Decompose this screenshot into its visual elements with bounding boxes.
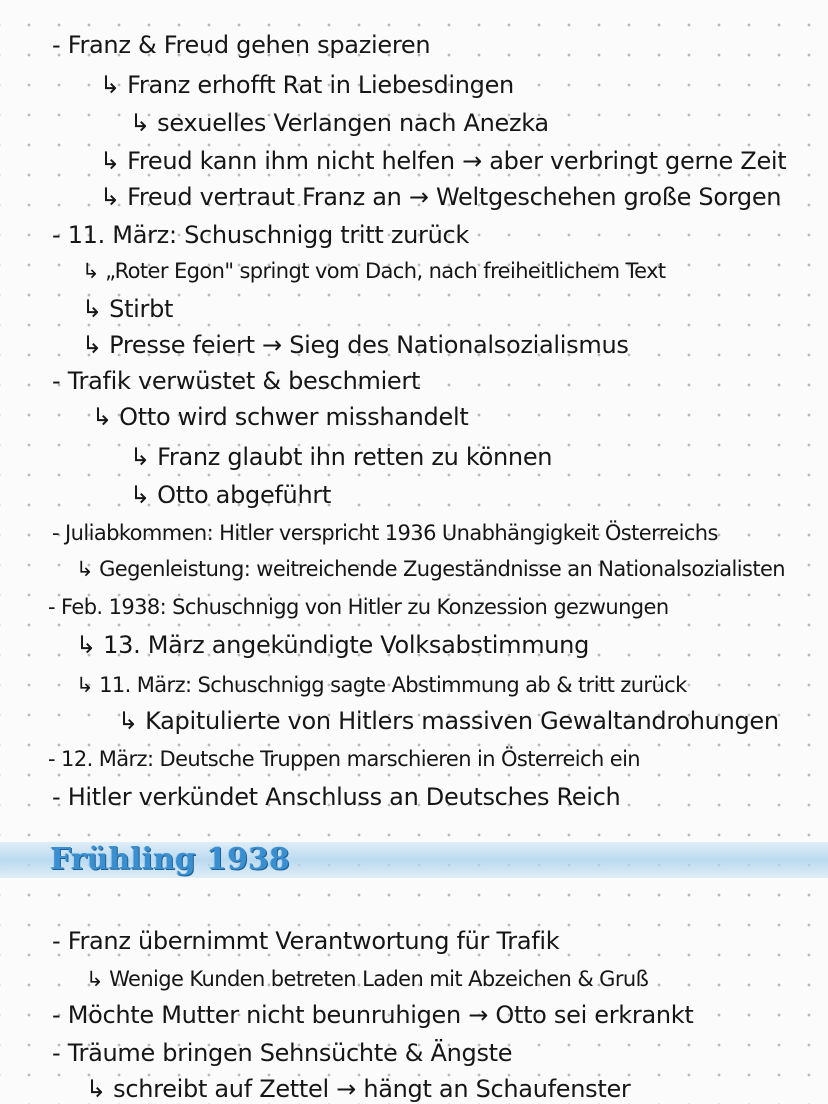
note-line: - 11. März: Schuschnigg tritt zurück <box>52 221 469 249</box>
note-line: ↳ Franz erhofft Rat in Liebesdingen <box>100 71 514 99</box>
note-line: ↳ 11. März: Schuschnigg sagte Abstimmung ab & tritt zurück <box>76 673 687 697</box>
note-line: ↳ Stirbt <box>82 295 174 323</box>
note-line: ↳ Wenige Kunden betreten Laden mit Abzeichen & Gruß <box>86 967 649 991</box>
note-line: - Franz übernimmt Verantwortung für Trafik <box>52 927 560 955</box>
note-line: - Feb. 1938: Schuschnigg von Hitler zu Konzession gezwungen <box>48 595 669 619</box>
note-line: ↳ Otto abgeführt <box>130 481 332 509</box>
note-line: - Hitler verkündet Anschluss an Deutsches Reich <box>52 783 621 811</box>
note-line: ↳ schreibt auf Zettel → hängt an Schaufenster <box>86 1075 631 1103</box>
note-line: - Trafik verwüstet & beschmiert <box>52 367 421 395</box>
note-line: - Juliabkommen: Hitler verspricht 1936 Unabhängigkeit Österreichs <box>52 521 718 545</box>
note-line: - Träume bringen Sehnsüchte & Ängste <box>52 1039 513 1067</box>
note-line: ↳ „Roter Egon" springt vom Dach, nach freiheitlichem Text <box>82 259 666 283</box>
note-line: ↳ Kapitulierte von Hitlers massiven Gewaltandrohungen <box>118 707 779 735</box>
note-line: - 12. März: Deutsche Truppen marschieren in Österreich ein <box>48 747 641 771</box>
note-line: ↳ 13. März angekündigte Volksabstimmung <box>76 631 590 659</box>
note-line: - Franz & Freud gehen spazieren <box>52 31 431 59</box>
note-line: ↳ Freud kann ihm nicht helfen → aber verbringt gerne Zeit <box>100 147 787 175</box>
section-heading: Frühling 1938 <box>50 842 290 877</box>
note-line: ↳ Gegenleistung: weitreichende Zugeständnisse an Nationalsozialisten <box>76 557 785 581</box>
note-line: ↳ Franz glaubt ihn retten zu können <box>130 443 553 471</box>
note-line: ↳ Otto wird schwer misshandelt <box>92 403 469 431</box>
note-line: ↳ Presse feiert → Sieg des Nationalsozialismus <box>82 331 629 359</box>
note-line: ↳ sexuelles Verlangen nach Anezka <box>130 109 549 137</box>
note-line: - Möchte Mutter nicht beunruhigen → Otto sei erkrankt <box>52 1001 694 1029</box>
note-line: ↳ Freud vertraut Franz an → Weltgeschehen große Sorgen <box>100 183 782 211</box>
